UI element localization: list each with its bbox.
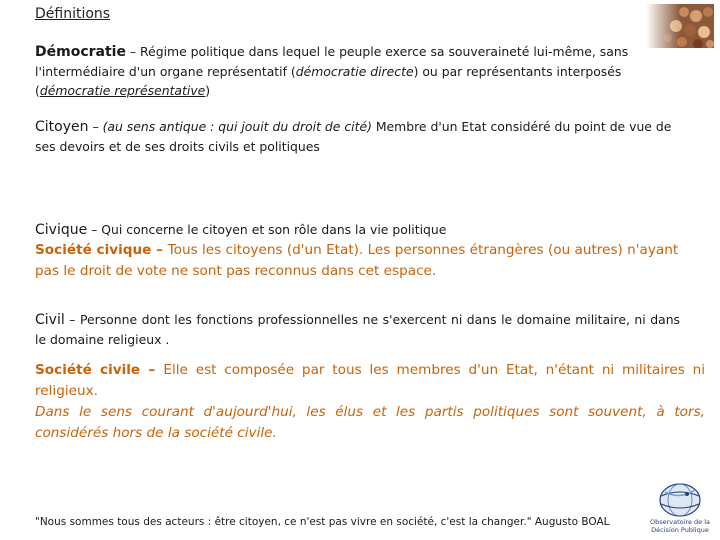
- dash: –: [64, 312, 80, 327]
- definition-civique: [35, 220, 680, 282]
- observatoire-logo: [645, 482, 715, 538]
- societe-civile-note: Dans le sens courant d'aujourd'hui, les élus et les partis politiques sont souvent, à tors, considérés hors de la société civile.: [35, 404, 705, 441]
- dash: –: [87, 222, 102, 237]
- civique-line: [35, 220, 680, 240]
- definition-text: ): [205, 83, 211, 98]
- societe-civile-line: [35, 360, 705, 402]
- definition-text: Tous les citoyens (d'un Etat). Les personnes étrangères (ou autres) n'ayant pas le droit de vote ne sont pas reconnus dans cet espace.: [35, 242, 679, 279]
- definition-text: Régime politique dans lequel le peuple exerce sa souveraineté lui-même, sans l'intermédiaire d'un organe représentatif (: [35, 44, 629, 79]
- term-democratie: Démocratie: [35, 44, 126, 60]
- definition-civil: [35, 310, 680, 349]
- dash: –: [88, 119, 103, 134]
- term-societe-civique: Société civique –: [35, 242, 168, 258]
- definition-text: Membre d'un Etat considéré du point de vue de ses devoirs et de ses droits civils et politiques: [35, 119, 672, 154]
- term-civil: Civil: [35, 312, 65, 328]
- definition-text: Qui concerne le citoyen et son rôle dans la vie politique: [101, 222, 447, 237]
- definition-citoyen: [35, 117, 680, 156]
- term-citoyen: Citoyen: [35, 119, 89, 135]
- definition-societe-civique: [35, 240, 680, 282]
- definition-italic-directe: démocratie directe: [295, 64, 414, 79]
- logo-line-2: Décision Publique: [651, 526, 709, 534]
- term-civique: Civique: [35, 222, 88, 238]
- dash: –: [125, 44, 141, 59]
- slide-title: Définitions: [35, 6, 111, 22]
- globe-logo-icon: [645, 482, 715, 518]
- definition-italic-note: (au sens antique : qui jouit du droit de cité): [102, 119, 372, 134]
- definition-italic-representative: démocratie représentative: [39, 83, 206, 98]
- definition-text: ) ou par représentants interposés (: [35, 64, 622, 98]
- footer-quote: "Nous sommes tous des acteurs : être citoyen, ce n'est pas vivre en société, c'est la changer." Augusto BOAL: [35, 516, 610, 528]
- definition-societe-civile: [35, 360, 705, 444]
- logo-line-1: Observatoire de la: [649, 518, 711, 526]
- term-societe-civile: Société civile –: [35, 362, 164, 378]
- logo-caption: [645, 518, 715, 534]
- definition-democratie: [35, 42, 680, 100]
- definition-text: Elle est composée par tous les membres d'un Etat, n'étant ni militaires ni religieux.: [35, 362, 705, 399]
- definition-text: Personne dont les fonctions professionnelles ne s'exercent ni dans le domaine militaire, ni dans le domaine religieux .: [35, 312, 681, 347]
